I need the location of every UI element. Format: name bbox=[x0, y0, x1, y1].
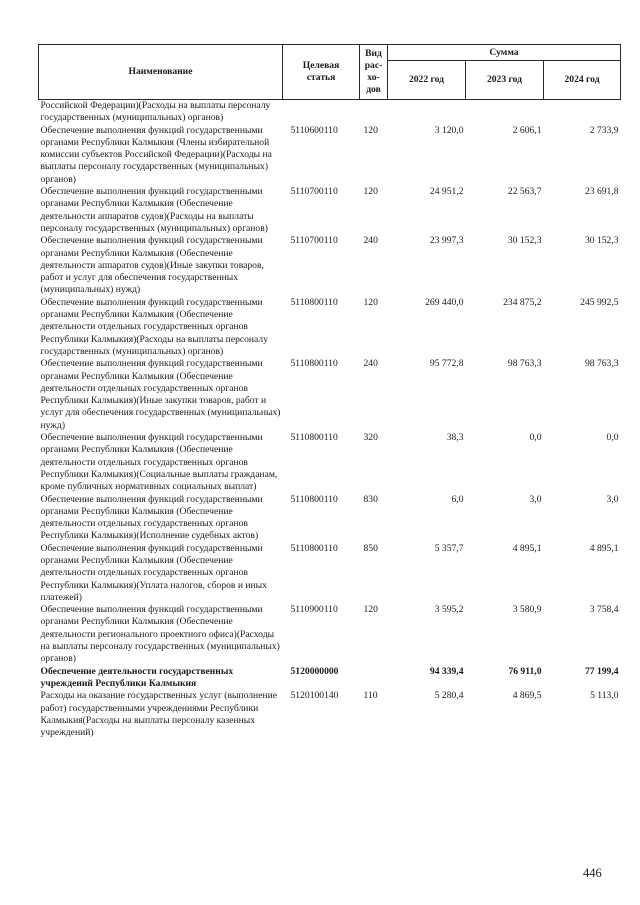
cell-2024: 98 763,3 bbox=[584, 358, 619, 370]
cell-target: 5110900110 bbox=[290, 604, 338, 616]
cell-kind: 830 bbox=[363, 493, 378, 505]
cell-name: Обеспечение деятельности государственных учреждений Республики Калмыкия bbox=[40, 665, 234, 689]
cell-kind: 120 bbox=[363, 604, 378, 616]
table-row bbox=[39, 604, 621, 665]
cell-kind bbox=[360, 666, 388, 691]
header-year-2024: 2024 год bbox=[544, 61, 621, 100]
header-target: Целевая статья bbox=[283, 45, 360, 100]
table-body bbox=[39, 100, 621, 740]
cell-2024: 3 758,4 bbox=[589, 604, 619, 616]
cell-target: 5110800110 bbox=[290, 493, 338, 505]
table-row bbox=[39, 666, 621, 691]
budget-table bbox=[38, 44, 621, 739]
cell-name: Обеспечение выполнения функций государственными органами Республики Калмыкия (Обеспечение деятельности регионального проектного офиса)(Расходы на выплаты персоналу государственных (муниципальных) органов) bbox=[40, 604, 280, 665]
cell-2024: 5 113,0 bbox=[590, 690, 619, 702]
cell-2023: 3 580,9 bbox=[512, 604, 542, 616]
cell-kind: 110 bbox=[363, 690, 378, 702]
cell-name: Обеспечение выполнения функций государственными органами Республики Калмыкия (Обеспечение деятельности отдельных государственных органов Республики Калмыкия)(Иные закупки товаров, работ и услуг для обеспечения государственных (муниципальных) нужд) bbox=[40, 358, 281, 431]
cell-name: Обеспечение выполнения функций государственными органами Республики Калмыкия (Члены избирательной комиссии субъектов Российской Федерации)(Расходы на выплаты персоналу государственных (муниципальных) органов) bbox=[40, 124, 272, 185]
cell-name: Обеспечение выполнения функций государственными органами Республики Калмыкия (Обеспечение деятельности отдельных государственных органов Республики Калмыкия)(Исполнение судебных актов) bbox=[40, 493, 263, 542]
cell-target: 5120100140 bbox=[290, 690, 339, 702]
cell-target: 5110700110 bbox=[290, 235, 338, 247]
cell-2023 bbox=[466, 100, 544, 125]
cell-target: 5110800110 bbox=[290, 542, 338, 554]
cell-2022: 269 440,0 bbox=[425, 296, 464, 308]
table-row bbox=[39, 186, 621, 235]
cell-name: Российской Федерации)(Расходы на выплаты персоналу государственных (муниципальных) органов) bbox=[40, 100, 271, 124]
cell-2023: 98 763,3 bbox=[507, 358, 542, 370]
cell-name: Расходы на оказание государственных услуг (выполнение работ) государственными учреждениями Республики Калмыкия(Расходы на выплаты персоналу казенных учреждений) bbox=[40, 690, 277, 739]
cell-2024 bbox=[544, 100, 621, 125]
table-row bbox=[39, 358, 621, 432]
table-row bbox=[39, 432, 621, 493]
cell-target bbox=[283, 100, 360, 125]
cell-2024: 2 733,9 bbox=[589, 124, 619, 136]
cell-2022: 23 997,3 bbox=[429, 235, 464, 247]
page-number: 446 bbox=[583, 866, 602, 880]
cell-kind: 240 bbox=[363, 358, 378, 370]
cell-2023: 4 895,1 bbox=[512, 542, 542, 554]
cell-2024: 245 992,5 bbox=[580, 296, 619, 308]
cell-2022: 95 772,8 bbox=[429, 358, 464, 370]
table-row bbox=[39, 494, 621, 543]
cell-kind bbox=[360, 100, 388, 125]
cell-kind: 120 bbox=[363, 124, 378, 136]
cell-2022: 3 595,2 bbox=[434, 604, 464, 616]
cell-2024: 3,0 bbox=[606, 493, 619, 505]
cell-2022: 38,3 bbox=[446, 432, 464, 444]
header-year-2022: 2022 год bbox=[388, 61, 466, 100]
header-name: Наименование bbox=[39, 45, 283, 100]
table-row bbox=[39, 297, 621, 358]
cell-target: 5110700110 bbox=[290, 186, 338, 198]
table-header bbox=[39, 45, 621, 100]
cell-2024: 30 152,3 bbox=[584, 235, 619, 247]
cell-2023: 4 869,5 bbox=[512, 690, 542, 702]
cell-name: Обеспечение выполнения функций государственными органами Республики Калмыкия (Обеспечение деятельности аппаратов судов)(Расходы на выплаты персоналу государственных (муниципальных) органов) bbox=[40, 186, 268, 234]
cell-target: 5110800110 bbox=[290, 358, 338, 370]
cell-kind: 120 bbox=[363, 186, 378, 198]
cell-kind: 320 bbox=[363, 432, 378, 444]
cell-2023: 234 875,2 bbox=[503, 296, 542, 308]
table-row bbox=[39, 235, 621, 296]
cell-kind: 120 bbox=[363, 296, 378, 308]
cell-2022: 94 339,4 bbox=[429, 665, 464, 677]
cell-2023: 3,0 bbox=[529, 493, 542, 505]
cell-name: Обеспечение выполнения функций государственными органами Республики Калмыкия (Обеспечение деятельности отдельных государственных органов Республики Калмыкия)(Расходы на выплаты персоналу государственных (муниципальных) органов) bbox=[40, 296, 268, 357]
cell-target: 5110600110 bbox=[290, 124, 338, 136]
cell-2023: 0,0 bbox=[529, 432, 542, 444]
header-year-2023: 2023 год bbox=[466, 61, 544, 100]
table-row bbox=[39, 543, 621, 604]
cell-kind: 850 bbox=[363, 542, 378, 554]
cell-2022: 3 120,0 bbox=[434, 124, 464, 136]
table-row bbox=[39, 100, 621, 125]
cell-2024: 77 199,4 bbox=[584, 665, 619, 677]
cell-2024: 4 895,1 bbox=[589, 542, 619, 554]
cell-name: Обеспечение выполнения функций государственными органами Республики Калмыкия (Обеспечение деятельности отдельных государственных органов Республики Калмыкия)(Уплата налогов, сборов и иных платежей) bbox=[40, 542, 267, 603]
header-kind: Вид рас- хо- дов bbox=[360, 45, 388, 100]
cell-target: 5120000000 bbox=[290, 665, 339, 677]
cell-name: Обеспечение выполнения функций государственными органами Республики Калмыкия (Обеспечение деятельности отдельных государственных органов Республики Калмыкия)(Социальные выплаты гражданам, кроме публичных нормативных социальных выплат) bbox=[40, 432, 278, 493]
cell-2022 bbox=[388, 100, 466, 125]
cell-name: Обеспечение выполнения функций государственными органами Республики Калмыкия (Обеспечение деятельности аппаратов судов)(Иные закупки товаров, работ и услуг для обеспечения государственных (муниципальных) нужд) bbox=[40, 235, 264, 296]
cell-2023: 2 606,1 bbox=[512, 124, 542, 136]
cell-2024: 23 691,8 bbox=[584, 186, 619, 198]
table-row bbox=[39, 125, 621, 186]
cell-2022: 6,0 bbox=[451, 493, 464, 505]
cell-2023: 76 911,0 bbox=[508, 665, 542, 677]
cell-2024: 0,0 bbox=[606, 432, 619, 444]
cell-target: 5110800110 bbox=[290, 432, 338, 444]
cell-2023: 22 563,7 bbox=[507, 186, 542, 198]
cell-2022: 5 280,4 bbox=[434, 690, 464, 702]
cell-2022: 24 951,2 bbox=[429, 186, 464, 198]
cell-kind: 240 bbox=[363, 235, 378, 247]
header-amount: Сумма bbox=[388, 45, 621, 61]
cell-2023: 30 152,3 bbox=[507, 235, 542, 247]
cell-target: 5110800110 bbox=[290, 296, 338, 308]
table-row bbox=[39, 690, 621, 739]
cell-2022: 5 357,7 bbox=[434, 542, 464, 554]
